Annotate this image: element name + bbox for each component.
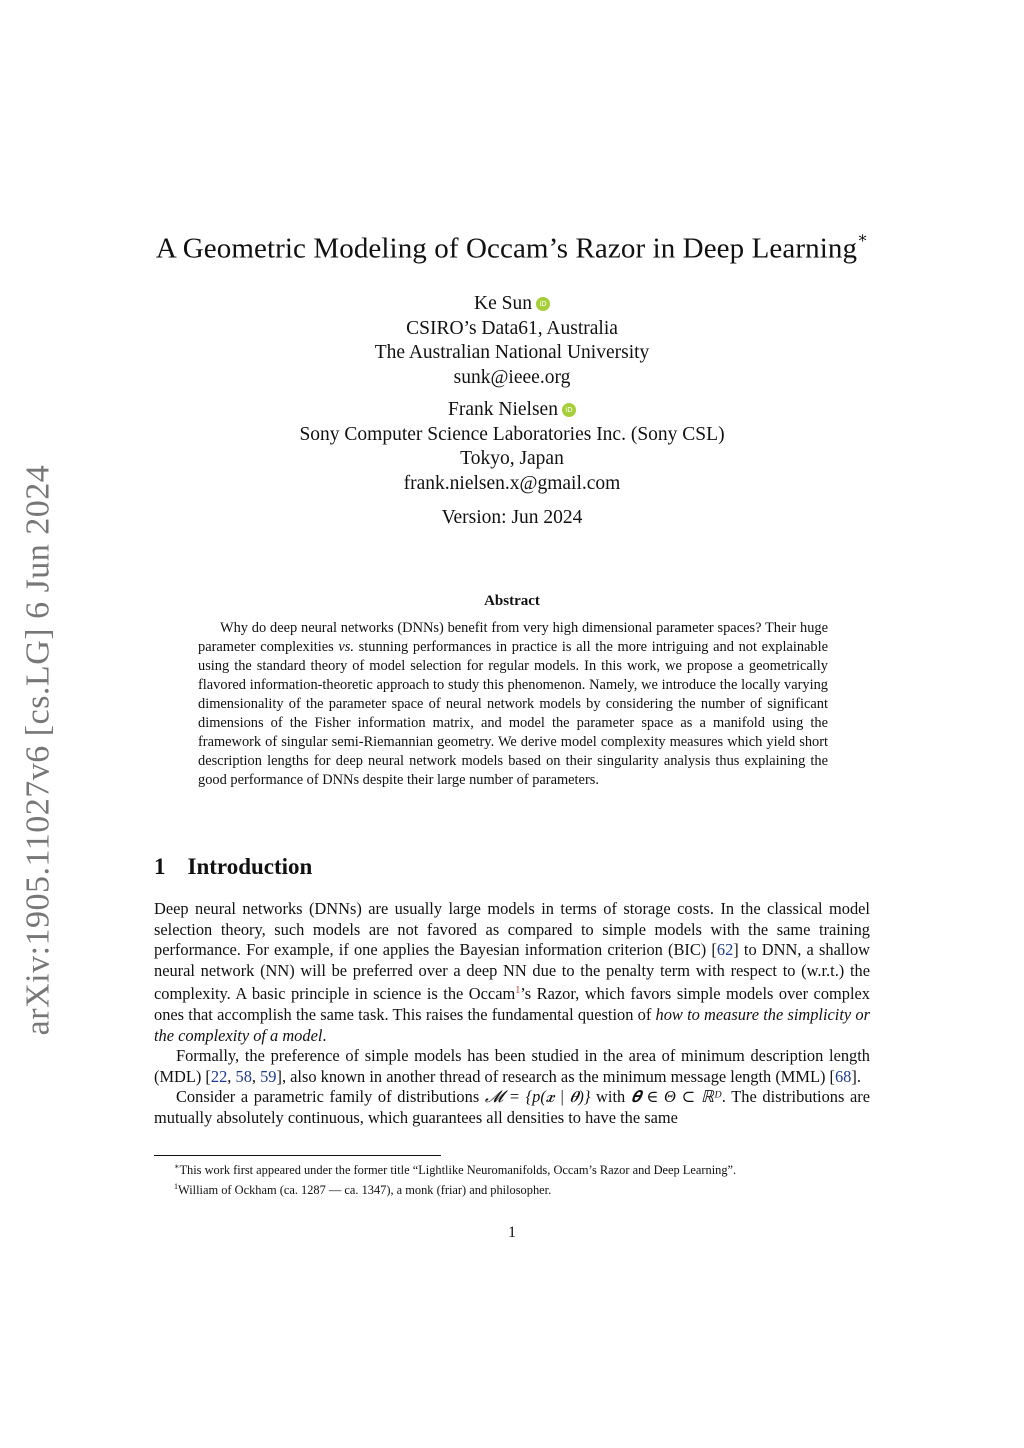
footnotes [174,1159,874,1198]
text-run: ]. [851,1066,861,1086]
abstract-text: stunning performances in practice is all the more intriguing and not explainable using the standard theory of model selection for regular models. In this work, we propose a geometrically flavored information-theoretic approach to study this phenomenon. Namely, we introduce the locally varying dimensionality of the parameter space of neural network models by considering the number of significant dimensions of the Fisher information matrix, and model the parameter space as a manifold using the framework of singular semi-Riemannian geometry. We derive model complexity measures which yield short description lengths for deep neural network models based on their singularity analysis thus explaining the good performance of DNNs despite their large number of parameters. [198,639,828,788]
version-date: Version: Jun 2024 [441,507,583,528]
footnote [174,1159,874,1179]
emphasis: how to measure the simplicity or the complexity of a model [154,1004,870,1045]
citation-link[interactable]: 59 [260,1066,277,1086]
footnote-text: This work first appeared under the former title “Lightlike Neuromanifolds, Occam’s Razor and Deep Learning”. [179,1163,737,1178]
title-footnote-mark[interactable]: ∗ [857,230,869,247]
text-run: Consider a parametric family of distributions [176,1087,485,1107]
section-title: Introduction [187,854,313,879]
author-affiliation: Sony Computer Science Laboratories Inc. (Sony CSL) [299,423,725,445]
section-number: 1 [154,854,166,879]
paragraph: Formally, the preference of simple models has been studied in the area of minimum description length (MDL) [22, 58, 59], also known in another thread of research as the minimum message length (MML) [68]. [154,1046,870,1086]
citation-link[interactable]: 68 [834,1066,852,1086]
paragraph [154,899,870,1046]
arxiv-sidebar [10,460,66,1040]
citation-link[interactable]: 58 [235,1066,252,1086]
author-2 [0,398,1024,496]
paper-title-text: A Geometric Modeling of Occam’s Razor in Deep Learning [155,232,858,265]
page-number: 1 [508,1224,516,1241]
footnote-link[interactable]: 1 [515,985,521,997]
abstract-text: Why do deep neural networks (DNNs) benefit from very high dimensional parameter spaces? Their huge parameter complexities [198,620,828,655]
orcid-icon[interactable]: iD [536,297,550,311]
citation-link[interactable]: 62 [716,940,734,960]
text-run: with [590,1087,631,1107]
paper-title [0,232,1024,266]
text-run: ], also known in another thread of research as the minimum message length (MML) [ [276,1066,835,1086]
author-affiliation: The Australian National University [374,342,650,363]
author-email[interactable]: sunk@ieee.org [453,366,571,388]
footnote-mark: ∗ [174,1162,180,1171]
author-name: Ke Sun [474,293,532,314]
abstract-heading: Abstract [484,593,540,609]
author-list [0,292,1024,531]
text-run: ’s Razor, which favors simple models over complex ones that accomplish the same task. This raises the fundamental question of [154,984,870,1024]
paragraph [154,1087,870,1128]
math-expression: 𝓜 = {p(𝒙 | 𝜽)} [484,1087,591,1107]
text-run: Formally, the preference of simple models has been studied in the area of minimum description length (MDL) [ [154,1046,870,1086]
text-run: Deep neural networks (DNNs) are usually large models in terms of storage costs. In the classical model selection theory, such models are not favored as compared to simple models with the same training performance. For example, if one applies the Bayesian information criterion (BIC) [ [154,899,870,960]
author-1 [0,292,1024,390]
footnote-text: William of Ockham (ca. 1287 — ca. 1347), a monk (friar) and philosopher. [178,1182,552,1197]
author-affiliation: Tokyo, Japan [460,448,564,469]
arxiv-identifier: arXiv:1905.11027v6 [cs.LG] 6 Jun 2024 [19,464,56,1036]
abstract-emphasis: vs. [338,639,354,655]
footnote-mark: 1 [174,1181,178,1191]
footnote [174,1179,874,1199]
author-name: Frank Nielsen [448,399,558,420]
author-affiliation: CSIRO’s Data61, Australia [406,317,618,339]
orcid-icon[interactable]: iD [562,403,576,417]
footnote-divider [154,1155,441,1156]
body-text [154,899,870,1129]
text-run: . [322,1025,327,1045]
section-heading [154,854,312,880]
citation-link[interactable]: 22 [210,1066,228,1086]
text-run: ] to DNN, a shallow neural network (NN) will be preferred over a deep NN due to the penalty term with respect to (w.r.t.) the complexity. A basic principle in science is the Occam [154,940,870,1004]
abstract-body [198,619,828,790]
text-run: . The distributions are mutually absolutely continuous, which guarantees all densities to have the same [154,1087,871,1127]
author-email[interactable]: frank.nielsen.x@gmail.com [403,472,621,494]
math-expression: 𝜽 ∈ Θ ⊂ ℝᴰ [630,1087,722,1107]
